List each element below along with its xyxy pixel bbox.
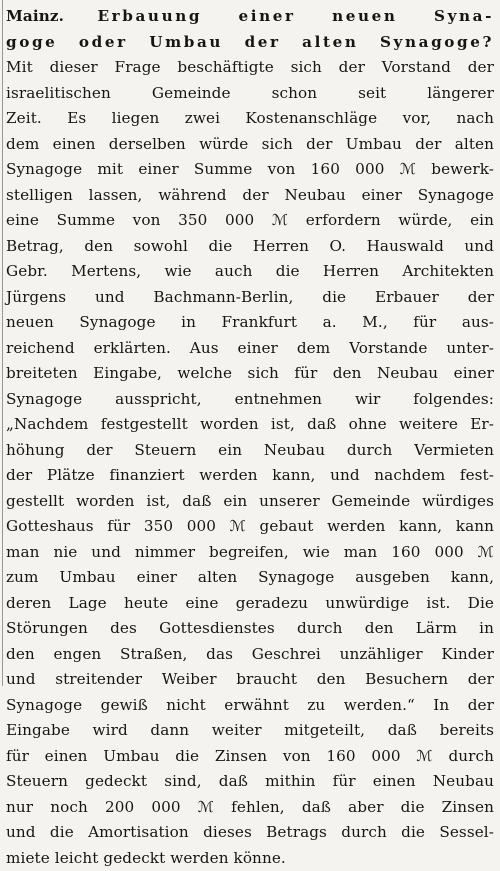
text-line: gestellt worden ist, daß ein unserer Gemeinde würdiges: [6, 489, 494, 515]
text-line-last: miete leicht gedeckt werden könne.: [6, 846, 494, 871]
text-line: neuen Synagoge in Frankfurt a. M., für aus-: [6, 310, 494, 336]
text-line: der Plätze finanziert werden kann, und nachdem fest-: [6, 463, 494, 489]
text-line: breiteten Eingabe, welche sich für den Neubau einer: [6, 361, 494, 387]
text-line: und die Amortisation dieses Betrags durch die Sessel-: [6, 820, 494, 846]
text-line: nur noch 200 000 ℳ fehlen, daß aber die Zinsen: [6, 795, 494, 821]
text-line: Betrag, den sowohl die Herren O. Hauswald und: [6, 234, 494, 260]
text-line: Mit dieser Frage beschäftigte sich der Vorstand der: [6, 55, 494, 81]
text-line: Störungen des Gottesdienstes durch den Lärm in: [6, 616, 494, 642]
headline-line-1: [6, 4, 494, 30]
text-line: israelitischen Gemeinde schon seit längerer: [6, 81, 494, 107]
text-line: und streitender Weiber braucht den Besuchern der: [6, 667, 494, 693]
text-line: Synagoge ausspricht, entnehmen wir folgendes:: [6, 387, 494, 413]
text-line: Synagoge gewiß nicht erwähnt zu werden.“ In der: [6, 693, 494, 719]
text-line: Zeit. Es liegen zwei Kostenanschläge vor, nach: [6, 106, 494, 132]
headline-line-2: goge oder Umbau der alten Synagoge?: [6, 30, 494, 56]
headline-text: Erbauung einer neuen Syna-: [97, 7, 494, 25]
text-line: Eingabe wird dann weiter mitgeteilt, daß bereits: [6, 718, 494, 744]
text-line: den engen Straßen, das Geschrei unzähliger Kinder: [6, 642, 494, 668]
text-line: Gebr. Mertens, wie auch die Herren Architekten: [6, 259, 494, 285]
text-line: Jürgens und Bachmann-Berlin, die Erbauer der: [6, 285, 494, 311]
text-line: eine Summe von 350 000 ℳ erfordern würde, ein: [6, 208, 494, 234]
text-line: Steuern gedeckt sind, daß mithin für einen Neubau: [6, 769, 494, 795]
article-body: [6, 4, 494, 871]
text-line: Synagoge mit einer Summe von 160 000 ℳ bewerk-: [6, 157, 494, 183]
text-line: deren Lage heute eine geradezu unwürdige ist. Die: [6, 591, 494, 617]
text-line: höhung der Steuern ein Neubau durch Vermieten: [6, 438, 494, 464]
place-dateline: Mainz.: [6, 7, 64, 25]
text-line: man nie und nimmer begreifen, wie man 160 000 ℳ: [6, 540, 494, 566]
column-rule: [2, 0, 3, 686]
text-line: reichend erklärten. Aus einer dem Vorstande unter-: [6, 336, 494, 362]
text-line: Gotteshaus für 350 000 ℳ gebaut werden kann, kann: [6, 514, 494, 540]
text-line: „Nachdem festgestellt worden ist, daß ohne weitere Er-: [6, 412, 494, 438]
text-line: dem einen derselben würde sich der Umbau der alten: [6, 132, 494, 158]
text-line: für einen Umbau die Zinsen von 160 000 ℳ durch: [6, 744, 494, 770]
text-line: stelligen lassen, während der Neubau einer Synagoge: [6, 183, 494, 209]
text-line: zum Umbau einer alten Synagoge ausgeben kann,: [6, 565, 494, 591]
